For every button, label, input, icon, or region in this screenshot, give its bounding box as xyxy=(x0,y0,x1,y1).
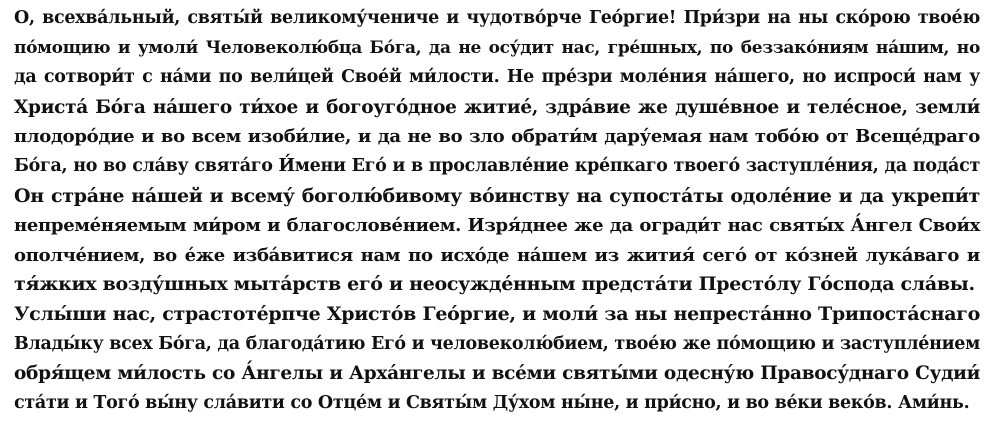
prayer-line-5: плодоро́дие и во всем изоби́лие, и да не во зло обрати́м дару́емая нам тобо́ю от Всеще́драго xyxy=(14,126,980,148)
prayer-line-7: Он стра́не на́шей и всему́ боголю́бивому во́инству на супоста́ты одоле́ние и да укрепи́т xyxy=(14,184,980,207)
prayer-line-4: Христа́ Бо́га на́шего ти́хое и богоуго́дное житие́, здра́вие же душе́вное и теле́сное, земли́ xyxy=(14,96,980,118)
prayer-line-3: да сотвори́т с на́ми по вели́цей Свое́й ми́лости. Не пре́зри моле́ния на́шего, но испроси́ нам у xyxy=(14,67,980,88)
prayer-line-6: Бо́га, но во сла́ву свята́го И́мени Его́ и в прославле́ние кре́пкаго твоего́ заступле́ния, да пода́ст xyxy=(14,155,980,176)
prayer-line-13: обря́щем ми́лость со А́нгелы и Арха́нгелы и все́ми святы́ми одесну́ю Правосу́днаго Судии́ xyxy=(14,363,980,385)
prayer-line-14: ста́ти и Того́ вы́ну сла́вити со Отце́м и Святы́м Ду́хом ны́не, и при́сно, и во ве́ки веко́в. Ами́нь. xyxy=(14,392,970,413)
prayer-line-10: тя́жких возду́шных мыта́рств его́ и неосужде́нным предста́ти Престо́лу Го́спода сла́вы. xyxy=(14,273,975,296)
prayer-text xyxy=(14,4,990,418)
prayer-line-11: Услы́ши нас, страстоте́рпче Христо́в Гео́ргие, и моли́ за ны непреста́нно Трипоста́снаго xyxy=(14,302,980,325)
prayer-line-8: непреме́няемым ми́ром и благослове́нием. Изря́днее же да огради́т нас святы́х А́нгел Свои́х xyxy=(14,215,980,237)
prayer-line-9: ополче́нием, во е́же изба́витися нам по исхо́де на́шем из жития́ сего́ от ко́зней лука́ваго и xyxy=(14,244,980,266)
prayer-line-12: Влады́ку всех Бо́га, да благода́тию Его́ и человеколю́бием, твое́ю же по́мощию и заступле́нием xyxy=(14,333,980,354)
prayer-line-2: по́мощию и умоли́ Человеколю́бца Бо́га, да не осу́дит нас, гре́шных, по беззако́ниям на́шим, но xyxy=(14,37,980,58)
prayer-line-1: О, всехва́льный, святы́й великому́чениче и чудотво́рче Гео́ргие! При́зри на ны ско́рою твое́ю xyxy=(14,8,980,28)
